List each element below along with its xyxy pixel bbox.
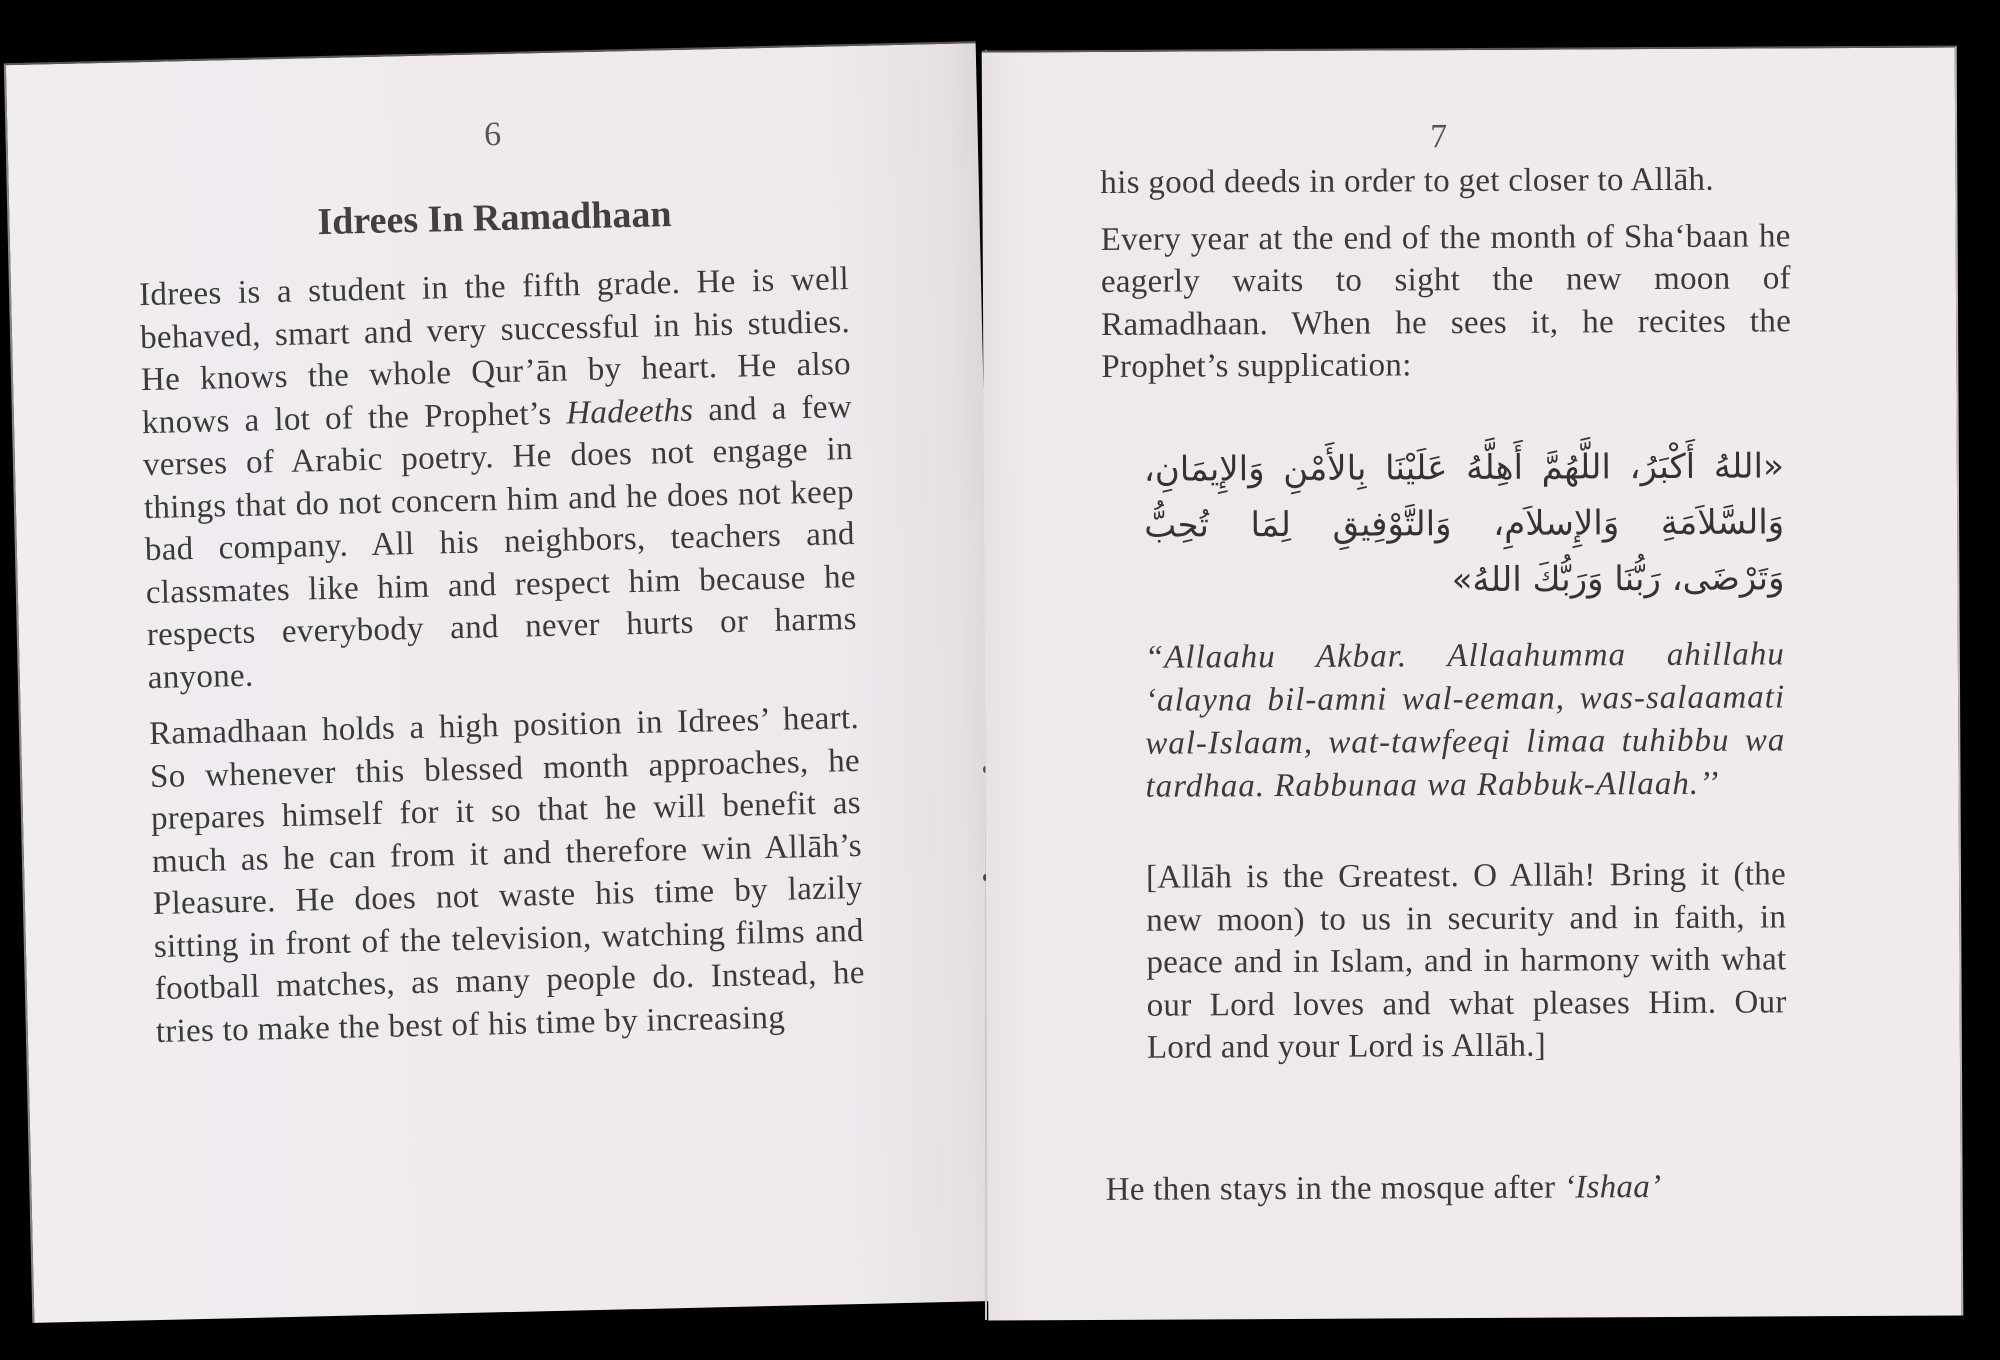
left-paragraph-1-text-a: Idrees is a student in the fifth grade. He is well behaved, smart and very successful in his studies. He knows the whole Qur’ān by heart. He also knows a lot of the Prophet’s: [138, 261, 852, 441]
transliteration: “Allaahu Akbar. Allaahumma ahillahu ‘alayna bil-amni wal-eeman, was-salaamati wal-Islaam, wat-tawfeeqi limaa tuhibbu wa tardhaa. Rabbunaa wa Rabbuk-Allaah.’’: [1144, 636, 1786, 805]
right-page-closing: [1106, 1165, 1826, 1225]
translation-text: [Allāh is the Greatest. O Allāh! Bring it (the new moon) to us in security and in faith, in peace and in Islam, and in harmony with what our Lord loves and what pleases Him. Our Lord and your Lord is Allāh.]: [1145, 856, 1787, 1066]
left-page-body: [139, 258, 867, 1067]
left-paragraph-1-italic-term: Hadeeths: [565, 392, 694, 432]
left-page: [4, 41, 1004, 1323]
right-page-body-top: [1100, 158, 1791, 402]
right-paragraph-2: Every year at the end of the month of Sha‘baan he eagerly waits to sight the new moon of Ramadhaan. When he sees it, he recites the Prophet’s supplication:: [1100, 217, 1792, 385]
translation: [1146, 853, 1787, 1083]
left-paragraph-2: Ramadhaan holds a high position in Idrees’ heart. So whenever this blessed month approaches, he prepares himself for it so that he will benefit as much as he can from it and therefore win Allāh’s Pleasure. He does not waste his time by lazily sitting in front of the television, watching films and football matches, as many people do. Instead, he tries to make the best of his time by increasing: [148, 699, 866, 1050]
page-number-right: 7: [1430, 118, 1448, 156]
left-paragraph-1-text-b: and a few verses of Arabic poetry. He does not engage in things that do not concern him and he does not keep bad company. All his neighbors, teachers and classmates like him and respect him because he respects everybody and never hurts or harms anyone.: [142, 388, 858, 696]
page-number-left: 6: [483, 115, 502, 154]
closing-text: He then stays in the mosque after: [1105, 1169, 1565, 1208]
closing-line: [1106, 1165, 1826, 1211]
right-page: [982, 45, 1964, 1320]
arabic-supplication: «اللهُ أَكْبَرُ، اللَّهُمَّ أَهِلَّهُ عَلَيْنَا بِالأَمْنِ وَالإِيمَانِ، وَالسَّلاَمَةِ وَالإِسلاَمِ، وَالتَّوْفِيقِ لِمَا تُحِبُّ وَتَرْضَى، رَبُّنَا وَرَبُّكَ اللهُ»: [1143, 446, 1785, 601]
closing-italic-term: ‘Ishaa’: [1563, 1169, 1662, 1206]
left-paragraph-1: [139, 258, 858, 699]
right-paragraph-1: his good deeds in order to get closer to Allāh.: [1100, 161, 1714, 201]
chapter-title: Idrees In Ramadhaan: [317, 193, 672, 244]
